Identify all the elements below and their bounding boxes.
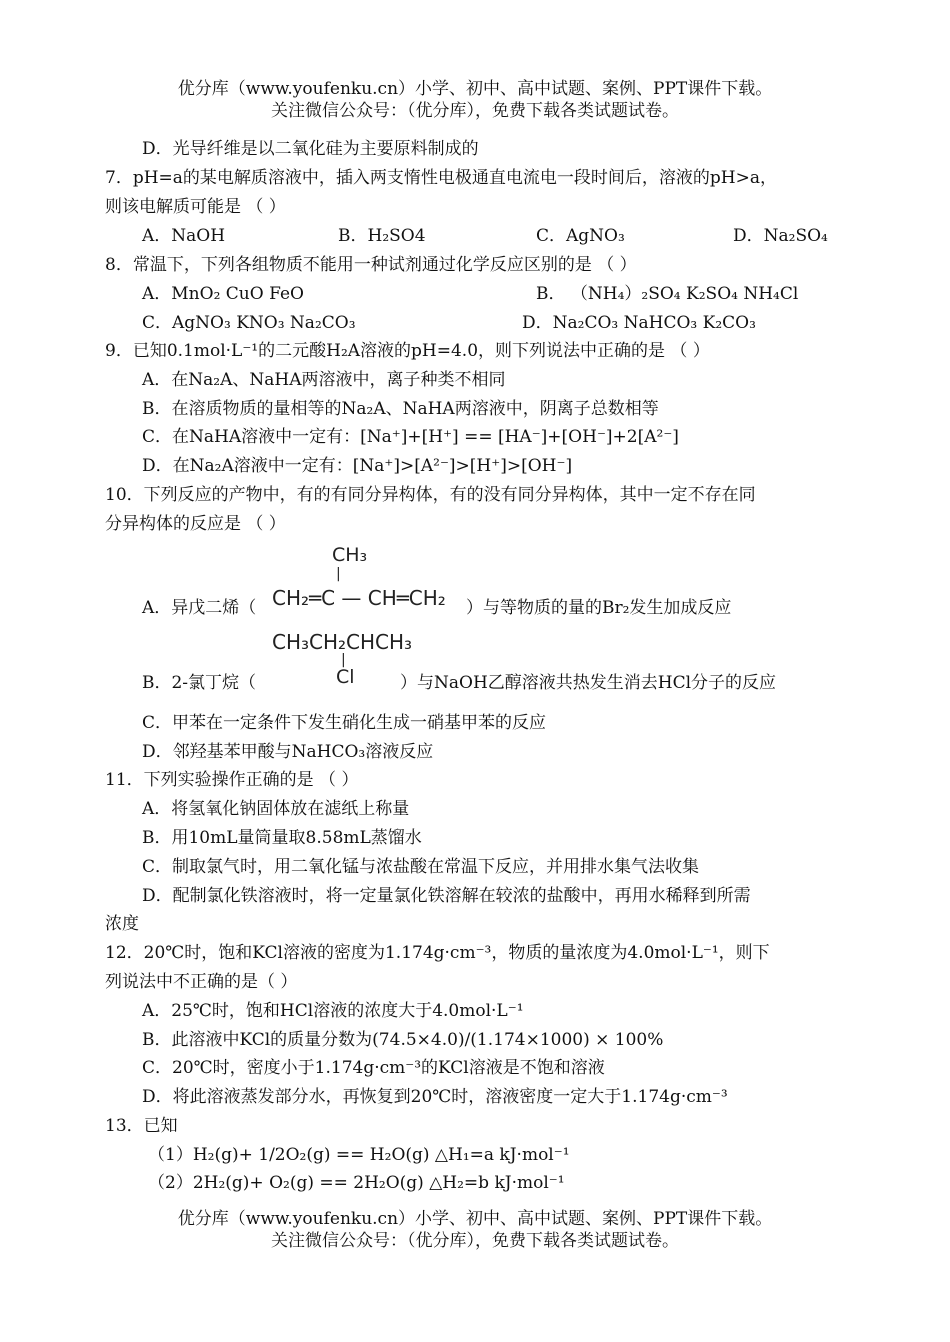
q8-option-b: B． （NH₄）₂SO₄ K₂SO₄ NH₄Cl (536, 284, 799, 304)
q12-stem-line-1: 12．20℃时，饱和KCl溶液的密度为1.174g·cm⁻³，物质的量浓度为4.0mol·L⁻¹，则下 (105, 943, 770, 963)
q13-equation-2: （2）2H₂(g)+ O₂(g) == 2H₂O(g) △H₂=b kJ·mol⁻¹ (148, 1173, 565, 1193)
isoprene-methyl: CH₃ (332, 544, 368, 566)
q12-option-b: B．此溶液中KCl的质量分数为(74.5×4.0)/(1.174×1000) × 100% (142, 1030, 664, 1050)
q10-option-b-prefix: B．2-氯丁烷（ (142, 673, 257, 693)
q11-option-d-line-1: D．配制氯化铁溶液时，将一定量氯化铁溶解在较浓的盐酸中，再用水稀释到所需 (142, 886, 751, 906)
q10-option-d: D．邻羟基苯甲酸与NaHCO₃溶液反应 (142, 742, 434, 762)
q11-option-c: C．制取氯气时，用二氧化锰与浓盐酸在常温下反应，并用排水集气法收集 (142, 857, 700, 877)
isoprene-chain: CH₂═C — CH═CH₂ (272, 586, 446, 610)
q9-option-c: C．在NaHA溶液中一定有：[Na⁺]+[H⁺] == [HA⁻]+[OH⁻]+2[A²⁻] (142, 427, 679, 447)
q7-stem-line-2: 则该电解质可能是 （ ） (105, 197, 286, 217)
q10-stem-line-2: 分异构体的反应是 （ ） (105, 514, 286, 534)
q7-option-a: A．NaOH (142, 226, 226, 246)
chlorobutane-chlorine: Cl (336, 666, 355, 688)
chlorobutane-branch-bond: | (341, 652, 346, 668)
q8-stem: 8．常温下，下列各组物质不能用一种试剂通过化学反应区别的是 （ ） (105, 255, 637, 275)
q10-option-a-prefix: A．异戊二烯（ (142, 598, 257, 618)
q8-option-a: A．MnO₂ CuO FeO (142, 284, 304, 304)
q10-option-c: C．甲苯在一定条件下发生硝化生成一硝基甲苯的反应 (142, 713, 547, 733)
q10-stem-line-1: 10．下列反应的产物中，有的有同分异构体，有的没有同分异构体，其中一定不存在同 (105, 485, 756, 505)
q9-option-d: D．在Na₂A溶液中一定有：[Na⁺]>[A²⁻]>[H⁺]>[OH⁻] (142, 456, 573, 476)
q7-option-d: D．Na₂SO₄ (733, 226, 828, 246)
footer-line-1: 优分库（www.youfenku.cn）小学、初中、高中试题、案例、PPT课件下载。 (177, 1209, 773, 1229)
q9-option-b: B．在溶质物质的量相等的Na₂A、NaHA两溶液中，阴离子总数相等 (142, 399, 659, 419)
q8-option-d: D．Na₂CO₃ NaHCO₃ K₂CO₃ (522, 313, 756, 333)
footer-line-2: 关注微信公众号：（优分库），免费下载各类试题试卷。 (271, 1231, 679, 1251)
q10-option-b-suffix: ）与NaOH乙醇溶液共热发生消去HCl分子的反应 (400, 673, 777, 693)
q11-option-b: B．用10mL量筒量取8.58mL蒸馏水 (142, 828, 422, 848)
q8-option-c: C．AgNO₃ KNO₃ Na₂CO₃ (142, 313, 356, 333)
q13-equation-1: （1）H₂(g)+ 1/2O₂(g) == H₂O(g) △H₁=a kJ·mol⁻¹ (148, 1145, 570, 1165)
header-line-1: 优分库（www.youfenku.cn）小学、初中、高中试题、案例、PPT课件下载。 (177, 79, 773, 99)
q7-stem-line-1: 7．pH=a的某电解质溶液中，插入两支惰性电极通直电流电一段时间后，溶液的pH>a， (105, 168, 777, 188)
header-line-2: 关注微信公众号：（优分库），免费下载各类试题试卷。 (271, 101, 679, 121)
q13-stem: 13．已知 (105, 1116, 178, 1136)
q9-stem: 9．已知0.1mol·L⁻¹的二元酸H₂A溶液的pH=4.0，则下列说法中正确的是 （ ） (105, 341, 710, 361)
q7-option-c: C．AgNO₃ (536, 226, 625, 246)
q12-option-d: D．将此溶液蒸发部分水，再恢复到20℃时，溶液密度一定大于1.174g·cm⁻³ (142, 1087, 728, 1107)
q9-option-a: A．在Na₂A、NaHA两溶液中，离子种类不相同 (142, 370, 506, 390)
isoprene-branch-bond: | (336, 566, 341, 582)
q6-option-d: D．光导纤维是以二氧化硅为主要原料制成的 (142, 139, 479, 159)
q10-option-a-suffix: ）与等物质的量的Br₂发生加成反应 (466, 598, 732, 618)
q11-option-a: A．将氢氧化钠固体放在滤纸上称量 (142, 799, 410, 819)
q11-option-d-line-2: 浓度 (105, 914, 139, 934)
q12-option-c: C．20℃时，密度小于1.174g·cm⁻³的KCl溶液是不饱和溶液 (142, 1058, 605, 1078)
q12-stem-line-2: 列说法中不正确的是（ ） (105, 972, 298, 992)
q7-option-b: B．H₂SO4 (338, 226, 426, 246)
chlorobutane-chain: CH₃CH₂CHCH₃ (272, 630, 413, 654)
q11-stem: 11．下列实验操作正确的是 （ ） (105, 770, 359, 790)
q12-option-a: A．25℃时，饱和HCl溶液的浓度大于4.0mol·L⁻¹ (142, 1001, 524, 1021)
